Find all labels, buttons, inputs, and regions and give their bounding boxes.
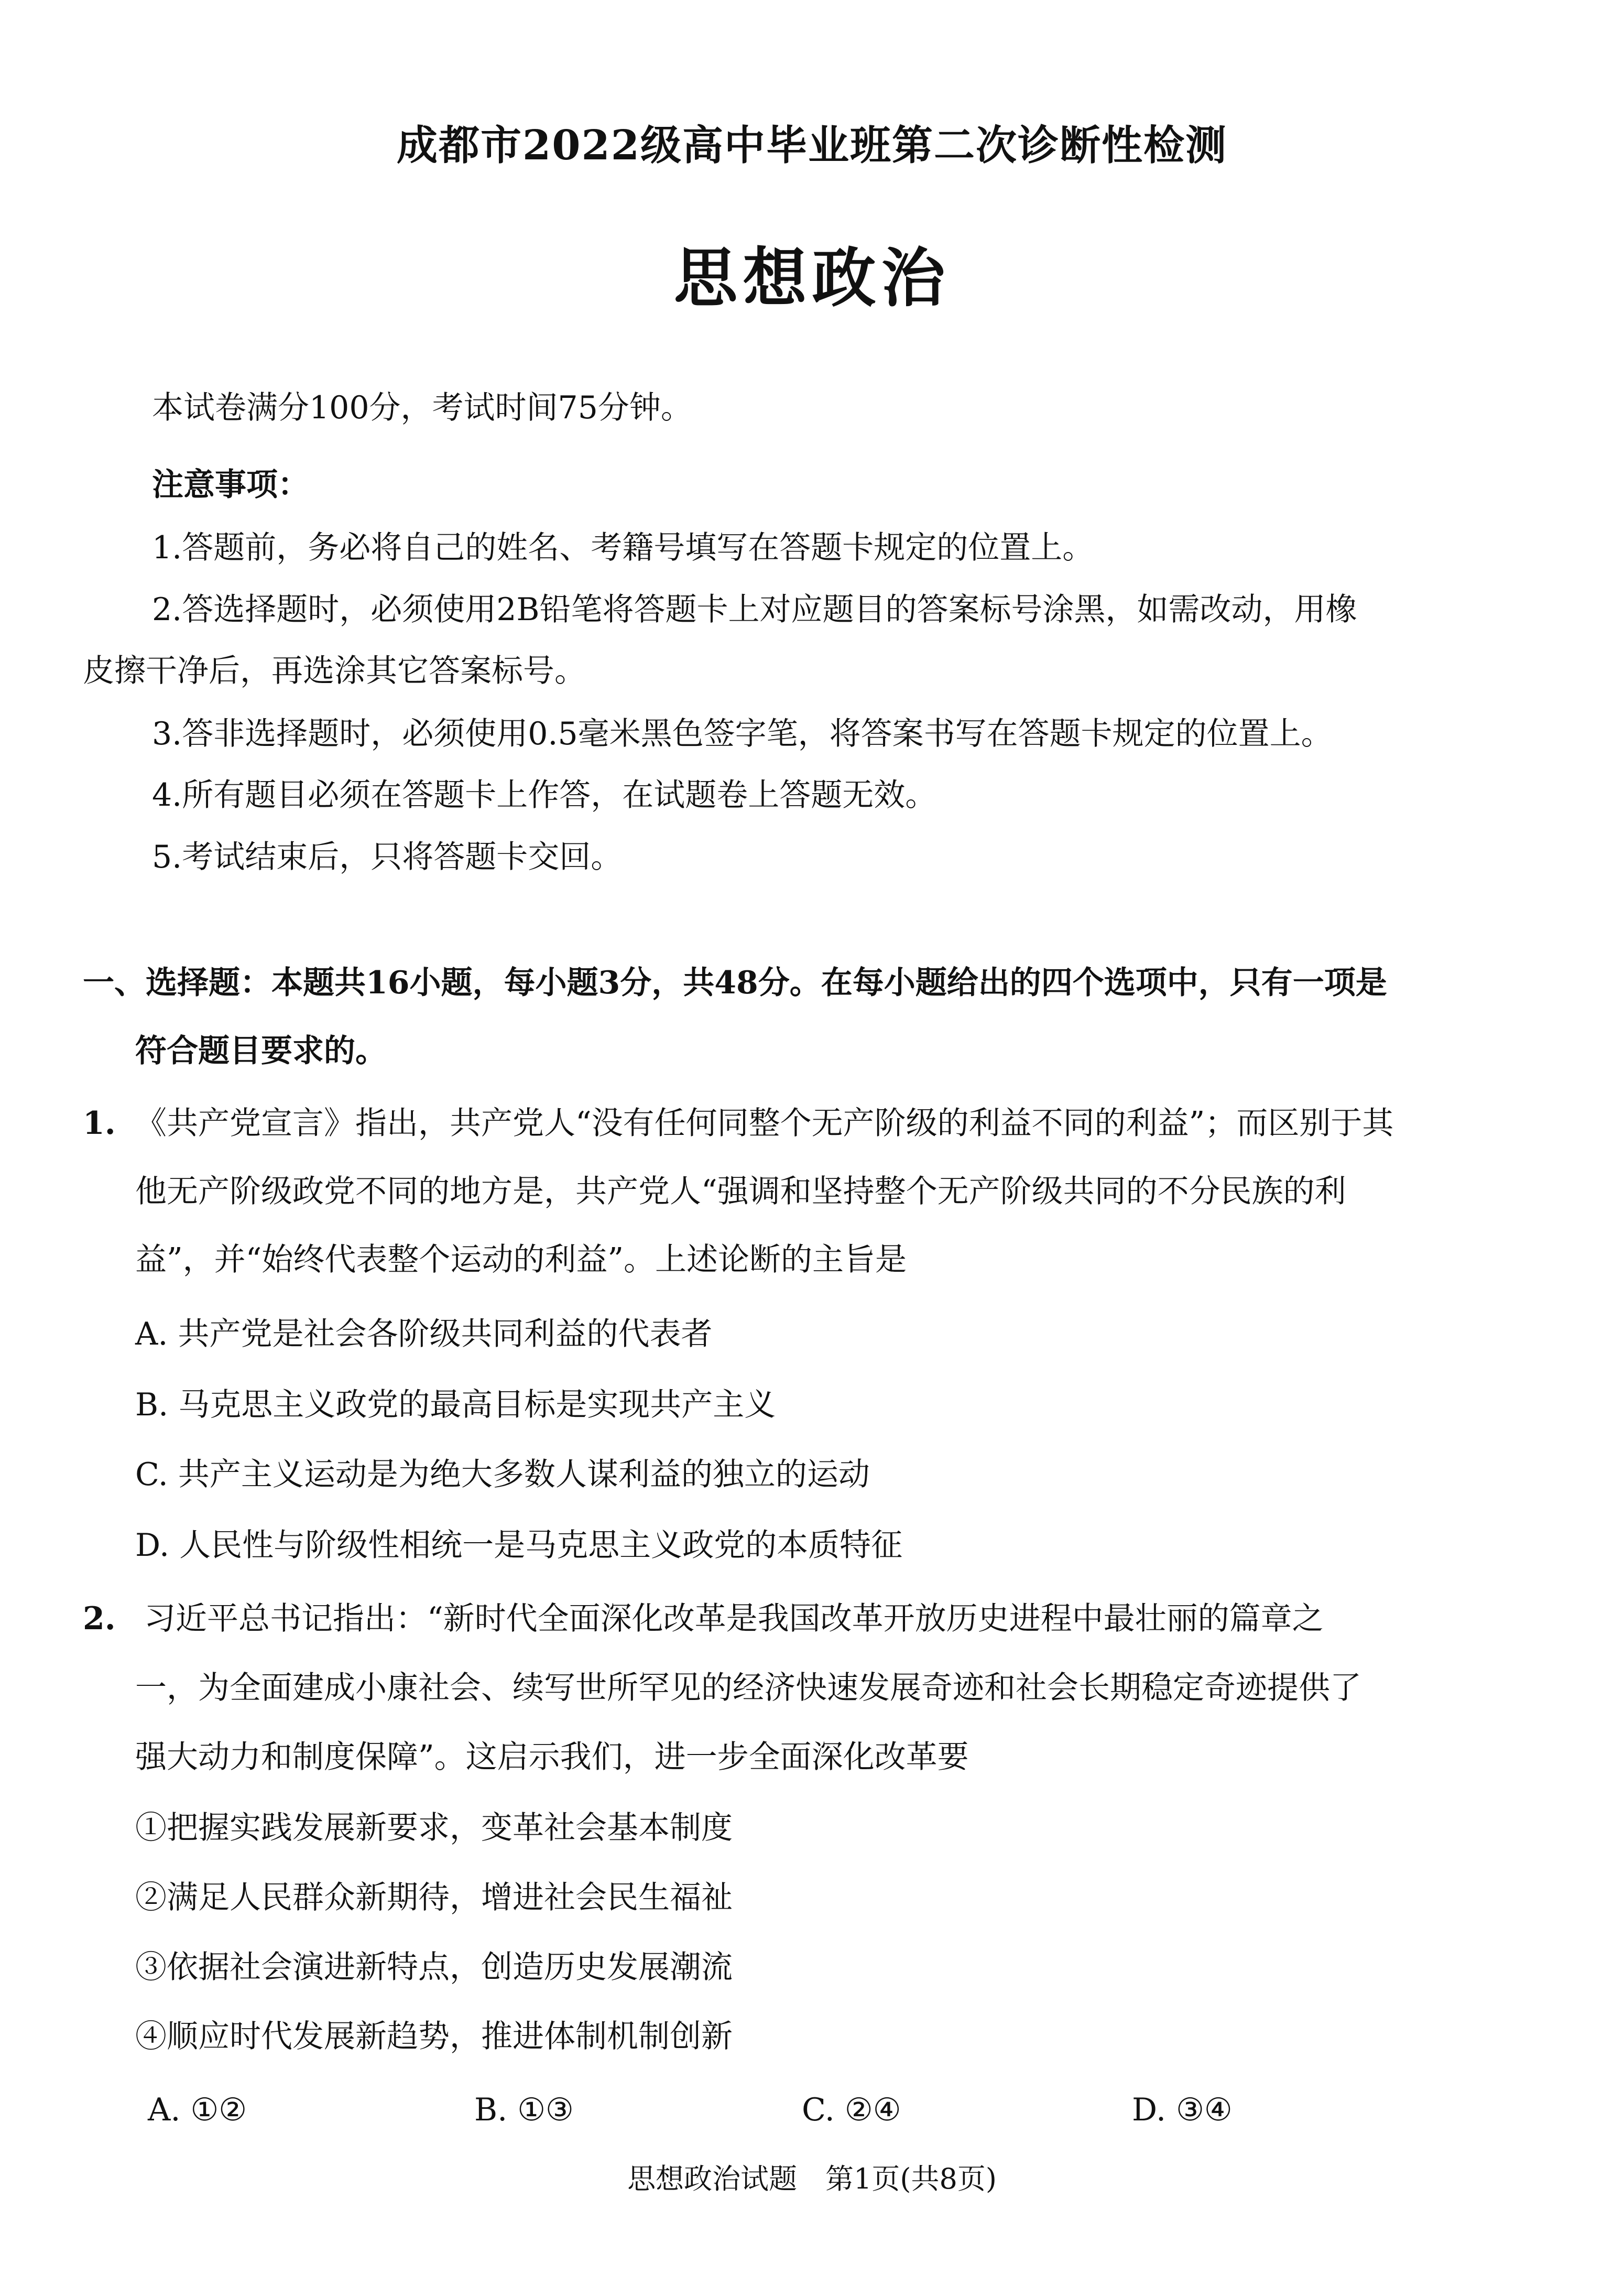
answer-option: A. 共产党是社会各阶级共同利益的代表者	[135, 1316, 713, 1352]
answer-options-row	[0, 2089, 1624, 2131]
statement: ③依据社会演进新特点，创造历史发展潮流	[135, 1949, 733, 1986]
statement: ①把握实践发展新要求，变革社会基本制度	[135, 1810, 733, 1846]
section-heading: 一、选择题：本题共16小题，每小题3分，共48分。在每小题给出的四个选项中，只有一项是	[83, 965, 1387, 1001]
note-item: 4.所有题目必须在答题卡上作答，在试题卷上答题无效。	[152, 777, 937, 814]
notes-heading: 注意事项：	[152, 467, 309, 503]
answer-option: A. ①②	[148, 2092, 247, 2128]
question-stem: 习近平总书记指出：“新时代全面深化改革是我国改革开放历史进程中最壮丽的篇章之	[144, 1600, 1324, 1637]
intro-text: 本试卷满分100分，考试时间75分钟。	[152, 389, 692, 426]
question-stem: 益”，并“始终代表整个运动的利益”。上述论断的主旨是	[135, 1241, 907, 1278]
question-stem: 《共产党宣言》指出，共产党人“没有任何同整个无产阶级的利益不同的利益”；而区别于其	[135, 1105, 1394, 1142]
exam-title: 成都市2022级高中毕业班第二次诊断性检测	[396, 122, 1228, 169]
answer-option: D. 人民性与阶级性相统一是马克思主义政党的本质特征	[135, 1527, 903, 1564]
note-item: 3.答非选择题时，必须使用0.5毫米黑色签字笔，将答案书写在答题卡规定的位置上。	[152, 716, 1333, 752]
answer-option: C. 共产主义运动是为绝大多数人谋利益的独立的运动	[135, 1456, 870, 1493]
subject-title: 思想政治	[673, 240, 951, 316]
answer-option: D. ③④	[1132, 2092, 1233, 2128]
answer-option: B. ①③	[474, 2092, 574, 2128]
statement: ④顺应时代发展新趋势，推进体制机制创新	[135, 2018, 733, 2055]
statement: ②满足人民群众新期待，增进社会民生福祉	[135, 1879, 733, 1916]
answer-option: B. 马克思主义政党的最高目标是实现共产主义	[135, 1387, 776, 1423]
page-footer: 思想政治试题 第1页(共8页)	[627, 2162, 997, 2195]
note-item: 5.考试结束后，只将答题卡交回。	[152, 839, 623, 875]
answer-option: C. ②④	[802, 2092, 901, 2128]
note-item-continuation: 皮擦干净后，再选涂其它答案标号。	[83, 653, 586, 689]
note-item: 2.答选择题时，必须使用2B铅笔将答题卡上对应题目的答案标号涂黑，如需改动，用橡	[152, 591, 1357, 628]
question-stem: 他无产阶级政党不同的地方是，共产党人“强调和坚持整个无产阶级共同的不分民族的利	[135, 1173, 1346, 1210]
question-number: 2.	[83, 1600, 116, 1637]
section-heading-continuation: 符合题目要求的。	[135, 1033, 387, 1069]
question-stem: 强大动力和制度保障”。这启示我们，进一步全面深化改革要	[135, 1739, 969, 1775]
question-stem: 一，为全面建成小康社会、续写世所罕见的经济快速发展奇迹和社会长期稳定奇迹提供了	[135, 1670, 1361, 1706]
question-number: 1.	[83, 1105, 116, 1142]
note-item: 1.答题前，务必将自己的姓名、考籍号填写在答题卡规定的位置上。	[152, 529, 1094, 566]
